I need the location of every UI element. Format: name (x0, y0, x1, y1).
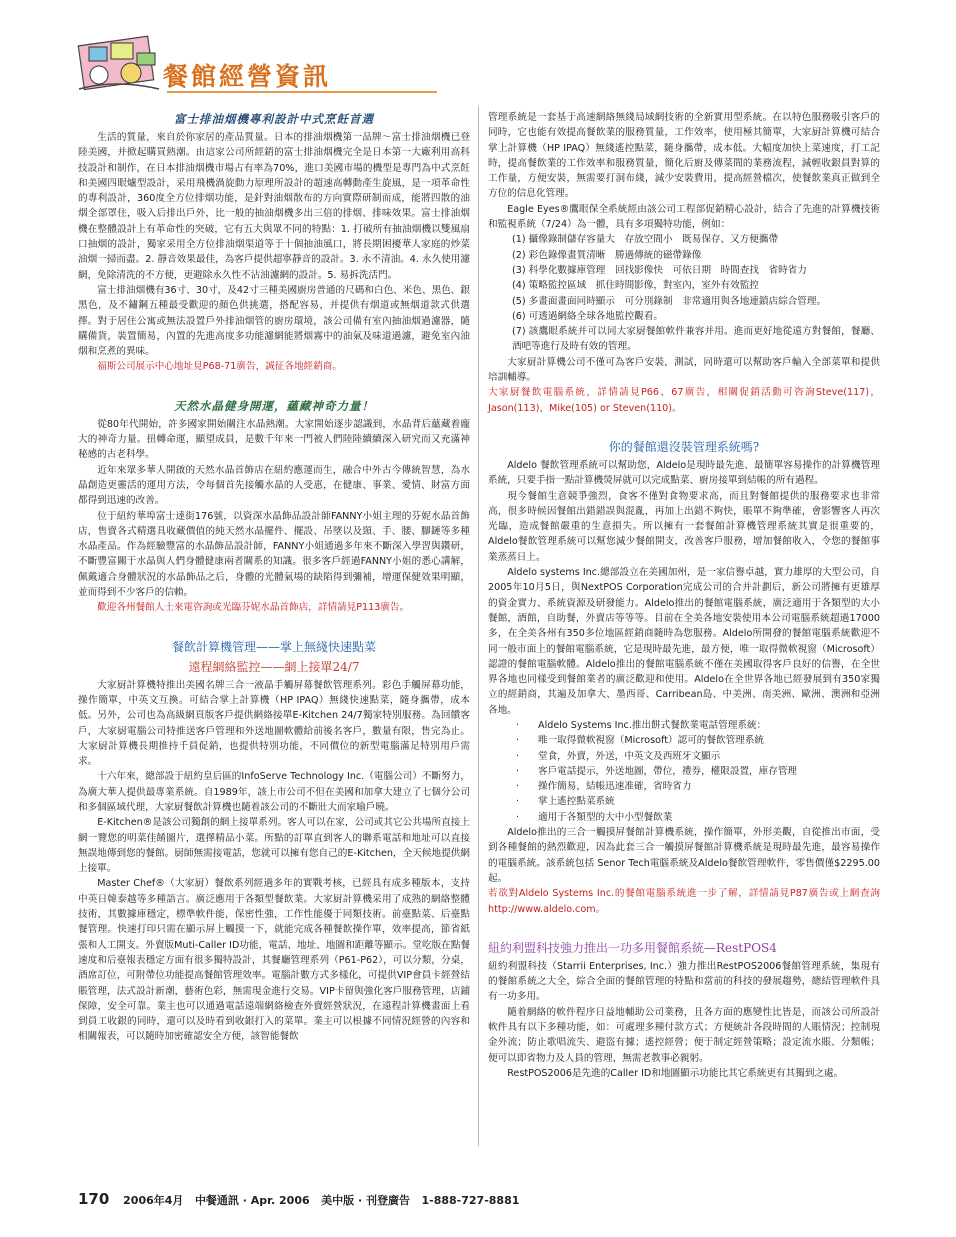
list-item: · 操作簡易，結帳迅速准確，省時省力 (516, 779, 880, 794)
list-item: · 唯一取得微軟視窗（Microsoft）認可的餐飲管理系統 (516, 733, 880, 748)
section-title: 餐館經營資訊 (163, 62, 332, 91)
paragraph: 現今餐館生意競爭強烈，食客不僅對食物要求高，而且對餐館提供的服務要求也非常高，很多時候因餐館出錯錯誤與混亂，再加上出錯不夠快，賬單不夠準確，會影響客人再次光臨，造成餐館嚴重的生意損失。所以擁有一套餐館計算機管理系統其實是很重要的，Aldelo餐飲管理系統可以幫您減少餐館開支，改善客戶服務，增加餐館收入，令您的餐館事業蒸蒸日上。 (488, 490, 880, 563)
paragraph: Master Chef®（大家厨）餐飲系列經過多年的實戰考核，已經具有成多種版本，支持中英日韓泰越等多種語言。廣泛應用于各類型餐飲業。大家厨計算機采用了成熟的網絡整體技術，其數據庫穩定，標準軟件能，保密性強，工作性能優于同類技術。前臺點菜、后臺點餐管理。快速打印只需在顯示屏上觸摸一下，就能完成各種餐飲操作單，效率提高，節省紙張和人工開支。外賣版Muti-Caller ID功能，電話、地址、地圖和距離等顯示。堂吃版在點餐速度和后臺報表穩定方面有很多獨特設計，其餐廳管理系列（P61-P62），可以分類，分桌，酒席訂位，可附帶位功能提高餐館管理效率。電腦計數方式多樣化，可提供VIP會員卡經營結賬管理，法式設計新潮，藝術色彩，無需現金進行交易。VIP卡留與強化客戶服務管理，店鋪保障，安全可靠。業主也可以通過電話遠端網絡檢查外賣經營狀況，在遠程計算機畫面上看到員工收銀的同時，還可以及時看到收銀打入的菜單。業主可以根據不同情況經營的內容和相關報表，可以隨時加密確認安全方便，該智能餐飲 (78, 878, 470, 1043)
paragraph: 從80年代開始，許多國家開始關注水晶熱潮。大家開始逐步認識到，水晶背后蘊藏着龐大的神奇力量。扭轉命運，顯望成員，是數千年來一門被人們陸陸續續深入研究而又充滿神秘感的古老科學。 (78, 418, 470, 461)
article-title-crystal: 天然水晶健身開運，蘊藏神奇力量！ (174, 398, 374, 413)
ad-note: 若欲對Aldelo Systems Inc.的餐館電腦系統進一步了解，詳情請見P87廣告或上網查詢http://www.aldelo.com。 (488, 888, 880, 915)
column-divider (478, 106, 479, 1146)
ad-note: 歡迎各州餐館人士來電咨詢或光臨芬妮水晶首飾店，詳情請見P113廣告。 (97, 602, 410, 614)
paragraph: 位于紐約華埠富士達街176號，以資深水晶飾品設計師FANNY小姐主理的芬妮水晶首飾店，售賣各式精選具收藏價值的純天然水晶擺件、擺設、吊墜以及頸、手、腰、腳鏈等多種水晶產品。作為經驗豐富的水晶飾品設計師，FANNY小姐通過多年來不斷深入學習與鑽研，不斷豐富關于水晶與人們身體健康兩者關系的知識。很多客戶經過FANNY小姐的悉心講解，佩戴適合身體狀況的水晶飾品之后，身體的光體氣場的缺陷得到彌補，增運保健效果明顯，並而得到不少客戶的信賴。 (78, 510, 470, 599)
paragraph: 大家厨計算機公司不僅可為客戶安裝，測試，同時還可以幫助客戶輸入全部菜單和提供培訓輔導。 (488, 356, 880, 384)
right-column (488, 110, 880, 1081)
restaurant-illustration-icon (75, 35, 165, 97)
footer-date: 2006年4月 (123, 1194, 184, 1207)
list-item: · 堂食，外賣，外送，中英文及西班牙文顯示 (516, 749, 880, 764)
paragraph: Aldelo推出的三合一觸摸屏餐館計算機系統，操作簡單，外形美觀，自從推出市面，受到各種餐館的熱烈歡迎，因為此套三合一觸摸屏餐館計算機系統是現時最先進，最容易操作的電腦系統。該系統包括 Senor Tech電腦系統及Aldelo餐飲管理軟件，零售價僅$2295.00起。 (488, 827, 880, 884)
ad-note: 大家厨餐飲電腦系統，詳情請見P66、67廣告，相關促銷活動可咨詢Steve(117)，Jason(113)，Mike(105) or Steven(110)。 (488, 387, 880, 414)
article-title-restpos: 紐約利盟科技強力推出一功多用餐館系統—RestPOS4 (488, 940, 777, 955)
title-underline (167, 91, 437, 93)
paragraph: 生活的質量，來自於你家居的產品質量。日本的排油烟機第一品牌～富士排油烟機已登陸美國，并掀起購買熱潮。由這家公司所經銷的富士排油烟機完全是日本第一大廠利用高科技設計和制作，在日本排油烟機市場占有率為70%，進口美國市場的機型是專門為中式烹飪和美國四眼爐型設計，采用飛機渦旋動力原理所設計的超速高轉動產生旋風，是一項革命性的專利設計，360度全方位排烟功能，是針對油烟散布的方向實際研制而成，能將四散的油烟全部罩住，吸入后排出戶外，比一般的抽油烟機多出三倍的排烟、排味效果。富士排油烟機在整體設計上有革命性的突破，它有五大與眾不同的特點：1. 打破所有抽油烟機以雙風扇口抽烟的設計，獨家采用全方位排油烟渠道等于十個抽油風口，將長期困擾華人家庭的炒菜油烟一掃而盡。2. 靜音效果最佳，為客戶提供超寧靜音的設計。3. 永不清油。4. 永久使用濾網，免除清洗的不方便，更避除永久性不沾油濾網的設計。5. 易拆洗活門。 (78, 132, 470, 281)
list-item: (2) 彩色錄像畫質清晰 勝過傳統的磁帶錄像 (512, 249, 702, 261)
paragraph: 大家厨計算機特推出美國名牌三合一液晶手觸屏幕餐飲管理系列。彩色手觸屏幕功能，操作簡單，中英文互換。可結合掌上計算機（HP IPAQ）無綫快速點菜，隨身攜帶，成本低。另外，公司也為高級網頁版客戶提供網絡接單E-Kitchen 24/7獨家特別服務。為回饋客戶，大家厨電腦公司特推送客戶管理和外送地圖軟體給前後名客戶，數量有限，售完為止。大家厨計算機長期推持千員促銷，也提供特別功能，不同價位的新型電腦滿足特別用戶需求。 (78, 679, 470, 768)
paragraph: 隨着網絡的軟件程序日益地輔助公司業務，且各方面的應變性比皆是，而該公司所設計軟件具有以下多種功能，如：可處理多種付款方式；方便統計各段時間的人賬情況；控制現金外流；防止歌唱流失、避盜有據；遙控經營；便于制定經營策略；設定流水賬、分類帳；便可以即省物力及人員的管理，無需老教事必親躬。 (488, 1006, 880, 1064)
list-item: · 適用于各類型的大中小型餐飲業 (516, 810, 880, 825)
footer-phone: 1-888-727-8881 (421, 1194, 520, 1207)
paragraph: Aldelo 餐飲管理系統可以幫助您，Aldelo是現時最先進、最簡單容易操作的計算機管理系統，只要手指一點計算機熒屏就可以完成點菜、廚房接單到結帳的所有過程。 (488, 459, 880, 487)
feature-list (488, 232, 880, 354)
list-item: (1) 攝像錄制儲存容量大 存放空間小 既易保存、又方便攜帶 (512, 234, 779, 246)
list-item: · 掌上遙控點菜系統 (516, 794, 880, 809)
paragraph: 十六年來，總部設于紐約皇后區的InfoServe Technology Inc.（電腦公司）不斷努力，為廣大華人提供最專業系統。自1989年，該上市公司不但在美國和加拿大建立了七個分公司和多個區域代理，大家厨餐飲計算機也隨着該公司的不斷壯大而家喻戶曉。 (78, 771, 470, 813)
article-title-range-hood: 富士排油烟機專利設計中式烹飪首選 (174, 112, 374, 126)
article-title-pos-1: 餐飲計算機管理——掌上無綫快速點菜 (171, 639, 376, 654)
paragraph: Eagle Eyes®鷹眼保全系統經由該公司工程部促銷精心設計，結合了先進的計算機技術和監視系統（7/24）為一體，具有多項獨特功能，例如： (488, 203, 880, 231)
paragraph: E-Kitchen®是該公司獨創的網上接單系列。客人可以在家，公司或其它公共場所直接上網一覽您的明菜佳餚圖片，選擇精品小菜。所點的訂單直到客人的聯系電話和地址可以直接無誤地傳到您的餐館。厨師無需接電話，您就可以擁有您自己的E-Kitchen，全天候地提供網上接單。 (78, 817, 470, 875)
paragraph: 管理系統是一套基于高速網絡無綫局域網技術的全新實用型系統。在以特色服務吸引客戶的同時，它也能有效提高餐飲業的服務質量，工作效率，使用極其簡單，大家厨計算機可結合掌上計算機（HP IPAQ）無綫遙控點菜，隨身攜帶，成本低。大幅度加快上菜速度，打工記時，提高餐飲業的工作效率和服務質量，簡化后廚及傳菜間的業務流程，減輕收銀員對算的工作量，方便安裝，無需要打洞布綫，減少安裝費用，提高經營檔次，使餐飲業真正做到全方位的信息化管理。 (488, 112, 880, 200)
list-item: (7) 該鷹眼系統并可以同大家厨餐館軟件兼容并用。進而更好地從遠方對餐館，餐廳、酒吧等進行及時有效的管理。 (512, 326, 880, 353)
list-item: · 客戶電話提示，外送地圖，帶位，禮券，權限設置，庫存管理 (516, 764, 880, 779)
footer-edition: 美中版 · 刊登廣告 (321, 1194, 410, 1207)
paragraph: 富士排油烟機有36寸、30寸，及42寸三種美國廚房普通的尺碼和白色、米色、黑色、銀黑色，及不鏽鋼五種最受歡迎的顏色供挑選，搭配容易，并提供有烟道或無烟道款式供選擇。對于居住公寓或無法設置戶外排油烟管的廚房環境，該公司備有室內抽油烟過濾器，隨購備貨，裝置簡易，內置的先進高度多功能濾網能將烟霧中的油氣及味道過濾，避免室內油烟和烹煮的異味。 (78, 284, 470, 358)
footer-publication: 中餐通訊 · Apr. 2006 (194, 1194, 310, 1207)
article-title-pos-2: 遠程網絡監控——網上接單24/7 (188, 659, 360, 674)
list-item: (6) 可透過網絡全球各地監控觀看。 (512, 310, 663, 322)
article-title-aldelo: 你的餐館還沒裝管理系統嗎? (608, 439, 760, 454)
list-item: (4) 策略監控區域 抓住時間影像，對室內，室外有效監控 (512, 280, 759, 292)
page-header (75, 35, 895, 97)
left-column (78, 110, 470, 1045)
paragraph: Aldelo systems Inc.總部設立在美國加州，是一家信譽卓越，實力雄厚的大型公司，自2005年10月5日，與NextPOS Corporation完成公司的合并計劃后，新公司將擁有更雄厚的資金實力、系統資源及研發能力。Aldelo推出的餐館電腦系統，廣泛適用于各類型的大小餐館，酒館，自助餐，外賣店等等等。目前在全美各地安裝使用本公司電腦系統超過17000多，在全美各州有350多位地區經銷商隨時為您服務。Aldelo所開發的餐館電腦系統歡迎不同一般市面上的餐館電腦系統，它是現時最先進，最方便，唯一取得微軟視窗（Microsoft）認證的餐館電腦軟體。Aldelo推出的餐館電腦系統不僅在美國取得客戶良好的信譽，在全世界各地也同樣受到餐館業者的廣泛歡迎和使用。Aldelo在全世界各地已經發展到有350家獨立的經銷商，其遍及加拿大、墨西哥、Carribean島、中美洲、南美洲、歐洲、澳洲和亞洲各地。 (488, 567, 880, 716)
paragraph: 紐約利盟科技（Starrii Enterprises, Inc.）強力推出RestPOS2006餐館管理系統，集現有的餐館系統之大全，綜合全面的餐館管理的特點和當前的科技的發展趨勢，總結管理軟件具有一功多用。 (488, 960, 880, 1003)
page-number: 170 (78, 1190, 110, 1208)
list-item: (5) 多畫面畫面同時顯示 可分別錄制 非常適用與各地連鎖店綜合管理。 (512, 295, 827, 307)
paragraph: 近年來眾多華人開啟的天然水晶首飾店在紐約應運而生，融合中外古今傳統智慧，為水晶創造更靈活的運用方法，令每個首先接觸水晶的人受惠，在健康、事業、愛情、財富方面都得到迅速的改善。 (78, 464, 470, 507)
list-item: · Aldelo Systems Inc.推出餅式餐飲業電話管理系統： (516, 718, 880, 733)
bullet-list (488, 718, 880, 825)
ad-note: 福斯公司展示中心地址見P68-71廣告，誠征各地經銷商。 (97, 361, 342, 373)
page-footer (78, 1190, 519, 1208)
list-item: (3) 科學化數據庫管理 回找影像快 可依日期 時間查找 省時省力 (512, 264, 807, 276)
paragraph: RestPOS2006是先進的Caller ID和地圖顯示功能比其它系統更有其獨到之處。 (507, 1067, 844, 1079)
